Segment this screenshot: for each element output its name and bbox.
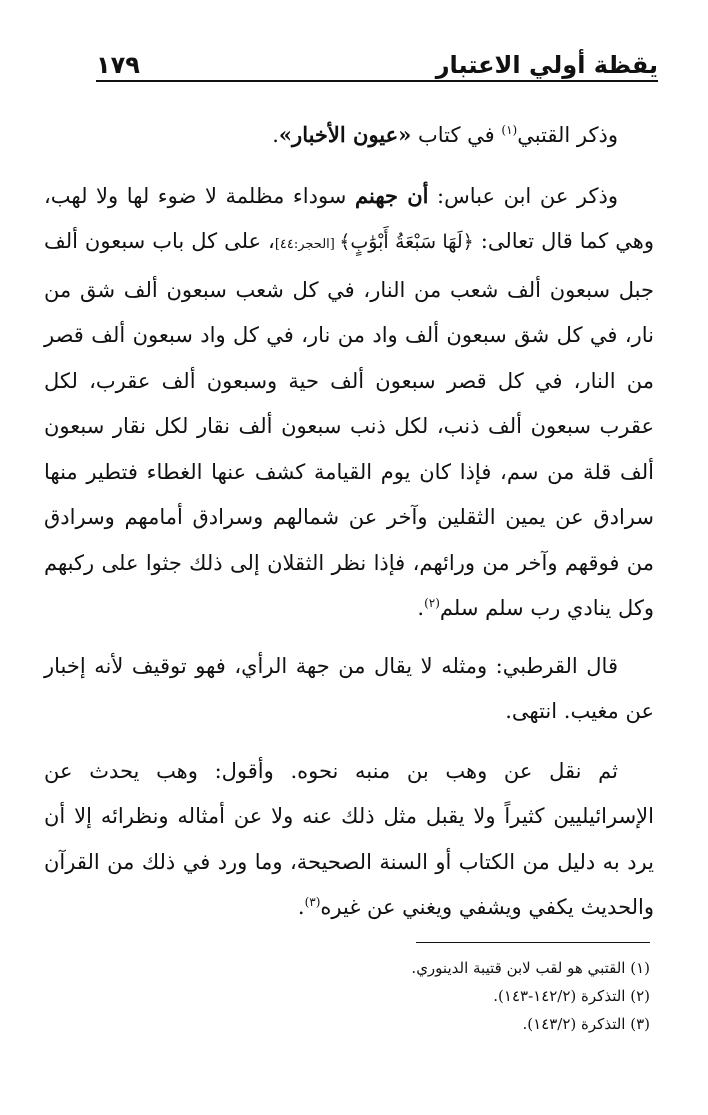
running-title: يقظة أولي الاعتبار bbox=[435, 51, 658, 79]
header-rule bbox=[96, 80, 658, 82]
p2-intro: وذكر عن ابن عباس: bbox=[428, 183, 619, 208]
p2-part1: سوداء مظلمة لا ضوء لها ولا لهب، وهي كما قال تعالى: bbox=[44, 183, 654, 253]
p2-part2: ، على كل باب سبعون ألف جبل سبعون ألف شعب من النار، في كل شعب سبعون ألف شق من نار، في كل شق سبعون ألف واد من نار، في كل واد سبعون ألف قصر من النار، في كل قصر سبعون ألف حية وسبعون ألف عقرب، لكل عقرب سبعون ألف ذنب، لكل ذنب سبعون ألف نقار لكل نقار سبعون ألف قلة من سم، فإذا كان يوم القيامة كشف عنها الغطاء فتطير منها سرادق عن يمين الثقلين وآخر عن شمالهم وسرادق أمامهم وسرادق من فوقهم وآخر من ورائهم، فإذا نظر الثقلان إلى ذلك جثوا على ركبهم وكل ينادي رب سلم سلم bbox=[44, 229, 654, 620]
p2-bold: أن جهنم bbox=[355, 182, 429, 208]
paragraph-4 bbox=[44, 749, 654, 931]
p3-text: قال القرطبي: ومثله لا يقال من جهة الرأي، فهو توقيف لأنه إخبار عن مغيب. انتهى. bbox=[44, 653, 654, 723]
main-text bbox=[44, 112, 654, 945]
footnote-1: (١) القتبي هو لقب لابن قتيبة الدينوري. bbox=[411, 959, 650, 977]
paragraph-1 bbox=[44, 112, 654, 159]
p4-text: ثم نقل عن وهب بن منبه نحوه. وأقول: وهب يحدث عن الإسرائيليين كثيراً ولا يقبل مثل ذلك عنه ولا عن أمثاله ونظرائه إلا أن يرد به دليل من الكتاب أو السنة الصحيحة، وما ورد في ذلك من القرآن والحديث يكفي ويشفي ويغني عن غيره bbox=[44, 758, 654, 919]
page-header bbox=[96, 44, 658, 80]
quran-verse: ﴿لَهَا سَبْعَةُ أَبْوَٰبٍ﴾ bbox=[339, 231, 474, 253]
footnote-ref-3: (٣) bbox=[304, 895, 321, 909]
paragraph-3 bbox=[44, 644, 654, 735]
footnotes bbox=[60, 954, 650, 1038]
p4-end: . bbox=[297, 895, 305, 919]
p2-end: . bbox=[417, 596, 425, 620]
footnote-2: (٢) التذكرة (١٤٢/٢-١٤٣). bbox=[493, 987, 650, 1005]
footnote-rule bbox=[416, 942, 650, 943]
verse-reference: [الحجر:٤٤] bbox=[274, 237, 340, 252]
paragraph-2 bbox=[44, 173, 654, 632]
book-title: «عيون الأخبار» bbox=[278, 122, 412, 147]
p1-text: وذكر القتبي bbox=[517, 123, 618, 147]
page-number: ١٧٩ bbox=[96, 51, 140, 79]
p1-middle: في كتاب bbox=[411, 123, 502, 147]
p1-end: . bbox=[272, 123, 279, 147]
footnote-ref-1: (١) bbox=[501, 123, 518, 137]
footnote-ref-2: (٢) bbox=[424, 596, 440, 610]
footnote-3: (٣) التذكرة (١٤٣/٢). bbox=[522, 1015, 650, 1033]
